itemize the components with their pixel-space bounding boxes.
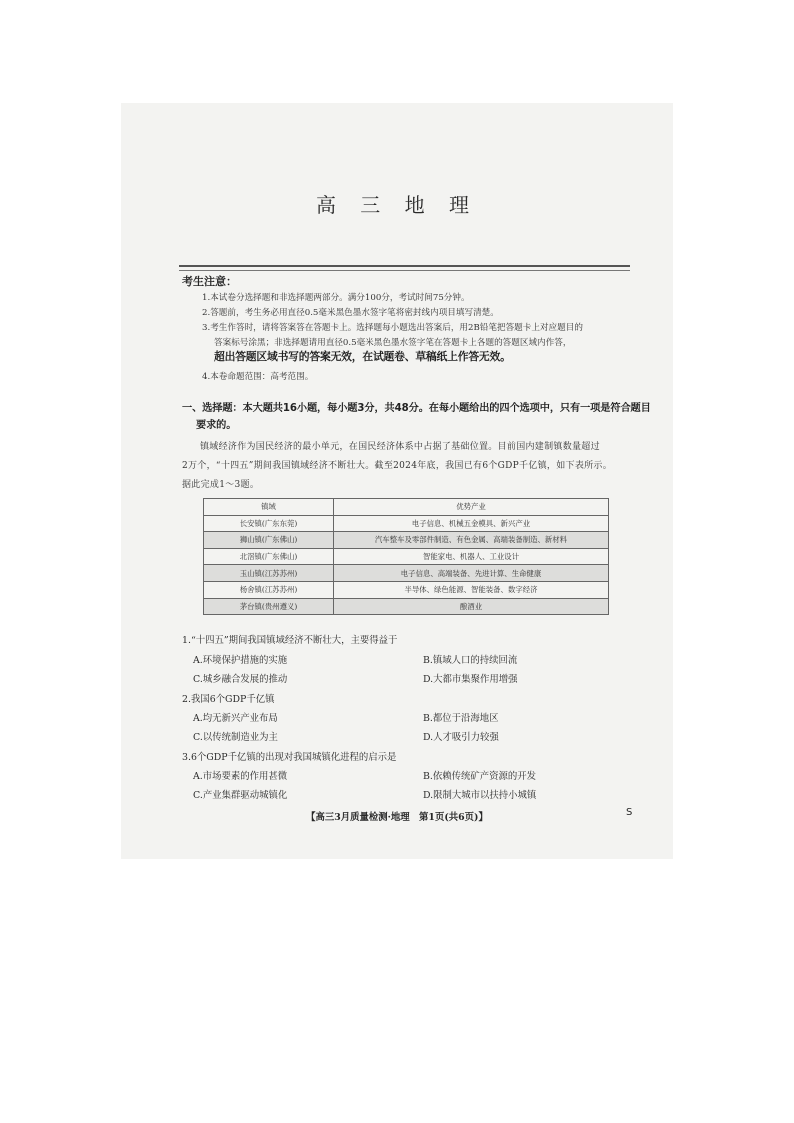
question-1-option-a: A.环境保护措施的实施: [193, 655, 288, 666]
question-2-option-d: D.人才吸引力较强: [423, 732, 499, 743]
notice-line-6: 4.本卷命题范围：高考范围。: [202, 372, 314, 382]
question-1-option-c: C.城乡融合发展的推动: [193, 674, 288, 685]
page-title: 高 三 地 理: [315, 193, 479, 217]
question-3-stem: 3.6个GDP千亿镇的出现对我国城镇化进程的启示是: [182, 752, 397, 763]
passage-line-1: 镇域经济作为国民经济的最小单元，在国民经济体系中占据了基础位置。目前国内建制镇数量超过: [200, 442, 600, 452]
table-cell-town: 茅台镇(贵州遵义): [204, 598, 334, 615]
section-heading-line-2: 要求的。: [196, 420, 237, 431]
table-cell-industry: 智能家电、机器人、工业设计: [334, 548, 609, 565]
scanned-exam-page: [121, 103, 673, 859]
table-row: [204, 548, 609, 565]
table-cell-industry: 半导体、绿色能源、智能装备、数字经济: [334, 581, 609, 598]
question-1-stem: 1.“十四五”期间我国镇域经济不断壮大，主要得益于: [182, 635, 398, 646]
header-rule-thick: [179, 265, 630, 267]
question-1-option-b: B.镇域人口的持续回流: [423, 655, 518, 666]
question-3-option-a: A.市场要素的作用甚微: [193, 771, 288, 782]
table-cell-town: 杨舍镇(江苏苏州): [204, 581, 334, 598]
question-2-option-c: C.以传统制造业为主: [193, 732, 278, 743]
table-cell-industry: 电子信息、高端装备、先进计算、生命健康: [334, 565, 609, 582]
passage-line-3: 据此完成1～3题。: [182, 480, 260, 490]
notice-line-5: 超出答题区域书写的答案无效，在试题卷、草稿纸上作答无效。: [214, 350, 511, 363]
header-rule-thin: [179, 270, 630, 271]
question-2-stem: 2.我国6个GDP千亿镇: [182, 694, 275, 705]
question-3-option-d: D.限制大城市以扶持小城镇: [423, 790, 537, 801]
table-cell-industry: 酿酒业: [334, 598, 609, 615]
passage-line-2: 2万个，“十四五”期间我国镇域经济不断壮大。截至2024年底，我国已有6个GDP千亿镇，如下表所示。: [182, 461, 613, 471]
table-cell-town: 北滘镇(广东佛山): [204, 548, 334, 565]
question-3-option-b: B.依赖传统矿产资源的开发: [423, 771, 536, 782]
notice-line-1: 1.本试卷分选择题和非选择题两部分。满分100分，考试时间75分钟。: [202, 293, 470, 303]
question-3-option-c: C.产业集群驱动城镇化: [193, 790, 288, 801]
notice-heading: 考生注意：: [182, 275, 237, 288]
table-cell-town: 狮山镇(广东佛山): [204, 532, 334, 549]
question-2-option-b: B.都位于沿海地区: [423, 713, 499, 724]
table-cell-industry: 电子信息、机械五金模具、新兴产业: [334, 515, 609, 532]
table-cell-town: 长安镇(广东东莞): [204, 515, 334, 532]
table-cell-town: 玉山镇(江苏苏州): [204, 565, 334, 582]
section-heading-line-1: 一、选择题：本大题共16小题，每小题3分，共48分。在每小题给出的四个选项中，只有一项是符合题目: [182, 403, 651, 414]
table-row: [204, 565, 609, 582]
notice-line-4: 答案标号涂黑；非选择题请用直径0.5毫米黑色墨水签字笔在答题卡上各题的答题区域内作答，: [214, 338, 572, 348]
notice-line-3: 3.考生作答时，请将答案答在答题卡上。选择题每小题选出答案后，用2B铅笔把答题卡上对应题目的: [202, 323, 583, 333]
table-cell-industry: 汽车整车及零部件制造、有色金属、高端装备制造、新材料: [334, 532, 609, 549]
table-row: [204, 532, 609, 549]
table-row: [204, 515, 609, 532]
notice-line-2: 2.答题前，考生务必用直径0.5毫米黑色墨水签字笔将密封线内项目填写清楚。: [202, 308, 499, 318]
table-header-town: 镇域: [204, 499, 334, 516]
question-1-option-d: D.大都市集聚作用增强: [423, 674, 518, 685]
gdp-towns-table: [203, 498, 609, 615]
table-header-row: [204, 499, 609, 516]
page-footer: 【高三3月质量检测·地理 第1页(共6页)】: [306, 812, 488, 823]
table-row: [204, 581, 609, 598]
question-2-option-a: A.均无新兴产业布局: [193, 713, 278, 724]
table-row: [204, 598, 609, 615]
footer-mark: S: [626, 807, 633, 818]
table-header-industry: 优势产业: [334, 499, 609, 516]
